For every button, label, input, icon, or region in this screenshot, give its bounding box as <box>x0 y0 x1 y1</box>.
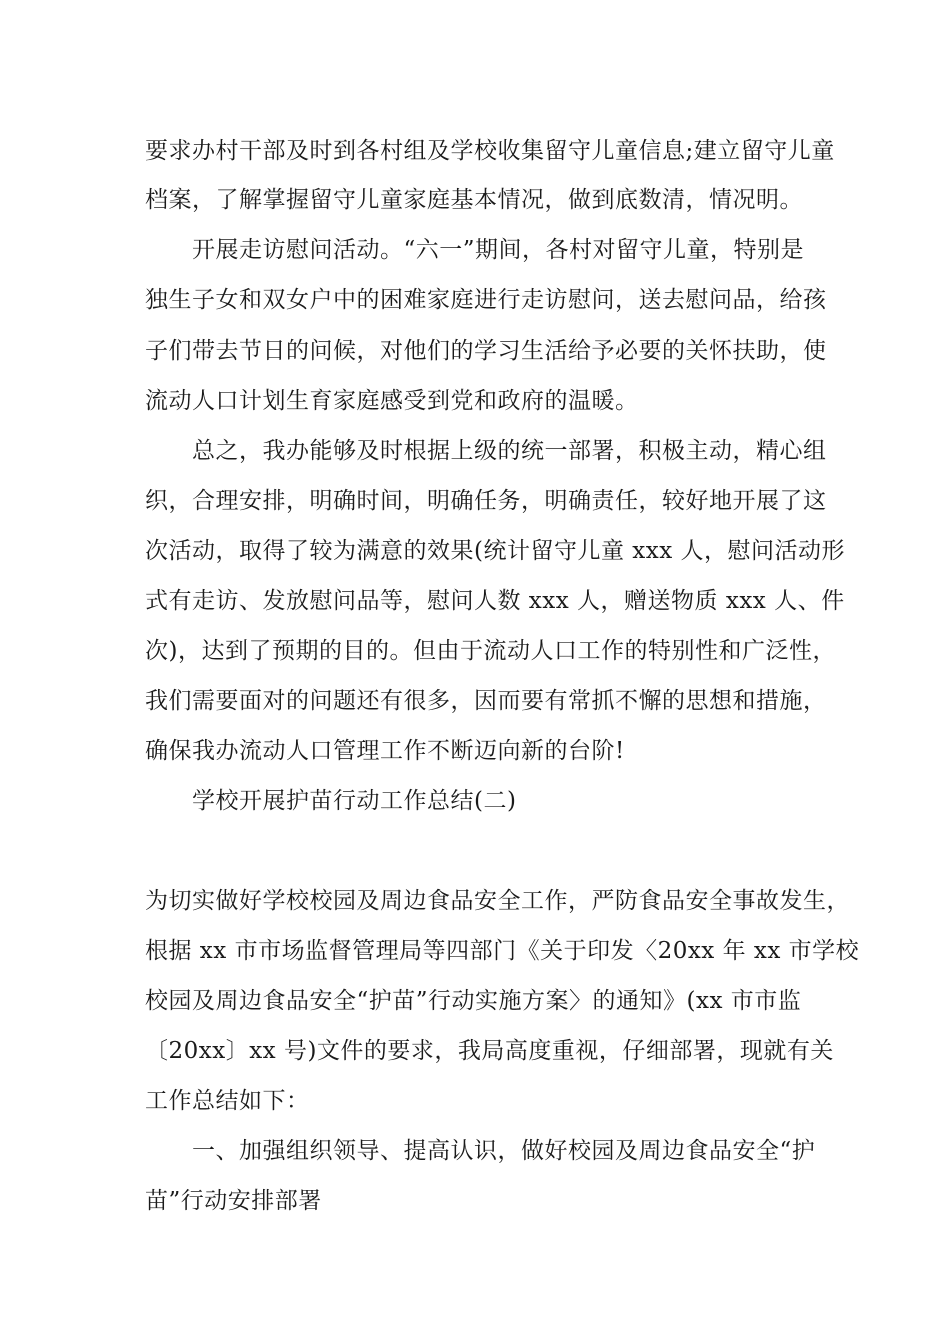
paragraph-line: 为切实做好学校校园及周边食品安全工作，严防食品安全事故发生， <box>145 888 850 914</box>
paragraph-line: 开展走访慰问活动。“六一”期间，各村对留守儿童，特别是 <box>192 237 805 263</box>
paragraph-line: 档案，了解掌握留守儿童家庭基本情况，做到底数清，情况明。 <box>145 187 803 213</box>
paragraph-line: 流动人口计划生育家庭感受到党和政府的温暖。 <box>145 388 639 414</box>
paragraph-line: 确保我办流动人口管理工作不断迈向新的台阶! <box>145 738 625 764</box>
paragraph-line: 织，合理安排，明确时间，明确任务，明确责任，较好地开展了这 <box>145 488 827 514</box>
paragraph-line: 次活动，取得了较为满意的效果(统计留守儿童 xxx 人，慰问活动形 <box>145 538 846 564</box>
heading-line: 苗”行动安排部署 <box>145 1188 322 1214</box>
paragraph-line: 校园及周边食品安全“护苗”行动实施方案〉的通知》(xx 市市监 <box>145 988 802 1014</box>
heading-line: 一、加强组织领导、提高认识，做好校园及周边食品安全“护 <box>192 1138 816 1164</box>
paragraph-line: 〔20xx〕xx 号)文件的要求，我局高度重视，仔细部署，现就有关 <box>145 1038 834 1064</box>
paragraph-line: 式有走访、发放慰问品等，慰问人数 xxx 人，赠送物质 xxx 人、件 <box>145 588 845 614</box>
paragraph-line: 总之，我办能够及时根据上级的统一部署，积极主动，精心组 <box>192 438 827 464</box>
paragraph-line: 子们带去节日的问候，对他们的学习生活给予必要的关怀扶助，使 <box>145 338 827 364</box>
paragraph-line: 根据 xx 市市场监督管理局等四部门《关于印发〈20xx 年 xx 市学校 <box>145 938 860 964</box>
paragraph-line: 要求办村干部及时到各村组及学校收集留守儿童信息;建立留守儿童 <box>145 138 835 164</box>
paragraph-line: 工作总结如下： <box>145 1088 310 1114</box>
paragraph-line: 独生子女和双女户中的困难家庭进行走访慰问，送去慰问品，给孩 <box>145 287 827 313</box>
paragraph-line: 我们需要面对的问题还有很多，因而要有常抓不懈的思想和措施， <box>145 688 827 714</box>
section-title: 学校开展护苗行动工作总结(二) <box>192 788 517 814</box>
paragraph-line: 次)，达到了预期的目的。但由于流动人口工作的特别性和广泛性， <box>145 638 836 664</box>
